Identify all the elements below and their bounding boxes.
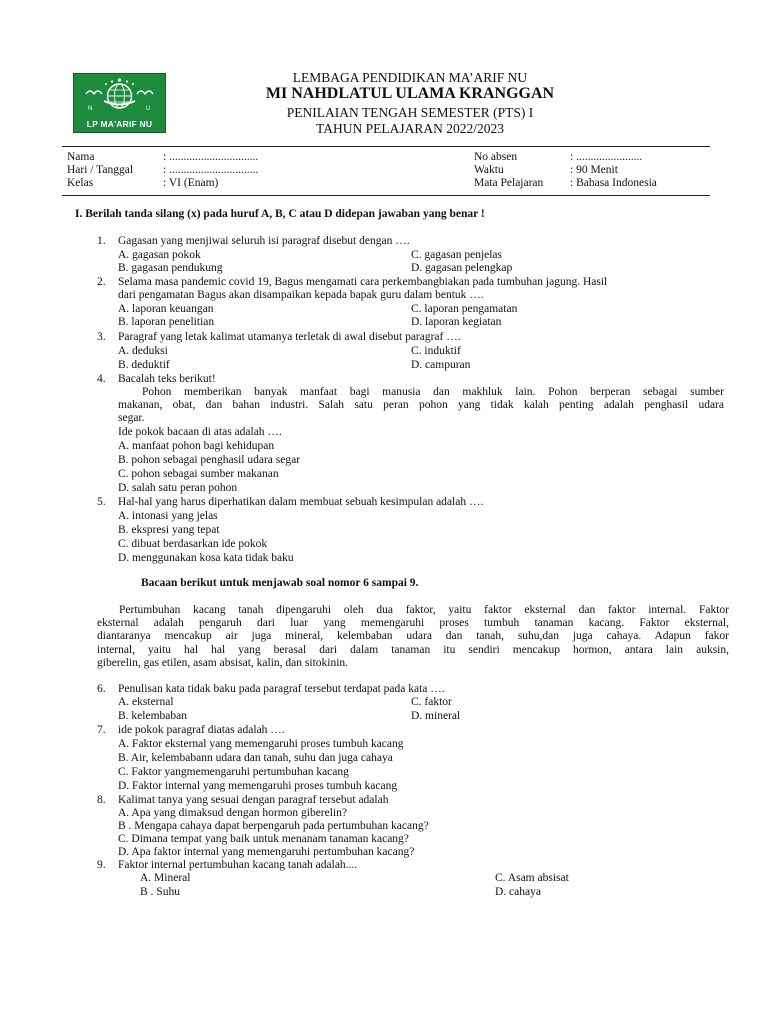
mata-pelajaran-label: Mata Pelajaran xyxy=(474,177,544,189)
passage-line: Pertumbuhan kacang tanah dipengaruhi oleh dua faktor, yaitu faktor eksternal dan faktor internal. Faktor xyxy=(119,604,729,616)
question-2-option-a[interactable]: A. laporan keuangan xyxy=(118,303,214,315)
question-5-option-b[interactable]: B. ekspresi yang tepat xyxy=(118,524,220,536)
question-number: 4. xyxy=(97,373,106,385)
nama-field[interactable]: : ............................... xyxy=(163,151,259,163)
question-number: 7. xyxy=(97,724,106,736)
question-7-text: ide pokok paragraf diatas adalah …. xyxy=(118,724,285,736)
question-7-option-b[interactable]: B. Air, kelembabann udara dan tanah, suhu dan juga cahaya xyxy=(118,752,393,764)
question-9-option-c[interactable]: C. Asam absisat xyxy=(495,872,569,884)
question-4-option-b[interactable]: B. pohon sebagai penghasil udara segar xyxy=(118,454,301,466)
passage-line: diantaranya mencakup air juga mineral, kelembaban udara dan tanah, suhu,dan juga cahaya. Adapun fakor xyxy=(97,630,729,643)
question-3-option-a[interactable]: A. deduksi xyxy=(118,345,168,357)
question-6-option-c[interactable]: C. faktor xyxy=(411,696,452,708)
section-instruction: I. Berilah tanda silang (x) pada huruf A, B, C atau D didepan jawaban yang benar ! xyxy=(75,208,485,220)
question-5-text: Hal-hal yang harus diperhatikan dalam membuat sebuah kesimpulan adalah …. xyxy=(118,496,484,508)
question-2-text-line1: Selama masa pandemic covid 19, Bagus mengamati cara perkembangbiakan pada tumbuhan jagung. Hasil xyxy=(118,276,608,288)
question-number: 5. xyxy=(97,496,106,508)
passage-line: segar. xyxy=(118,412,145,425)
logo-caption: LP MA'ARIF NU xyxy=(86,119,153,129)
question-4-option-d[interactable]: D. salah satu peran pohon xyxy=(118,482,238,494)
waktu-label: Waktu xyxy=(474,164,504,176)
question-2-text-line2: dari pengamatan Bagus akan disampaikan kepada bapak guru dalam bentuk …. xyxy=(118,289,484,301)
hari-tanggal-field[interactable]: : ............................... xyxy=(163,164,259,176)
question-7-option-d[interactable]: D. Faktor internal yang memengaruhi proses tumbuh kacang xyxy=(118,780,398,792)
question-6-text: Penulisan kata tidak baku pada paragraf tersebut terdapat pada kata …. xyxy=(118,683,445,695)
question-4-option-a[interactable]: A. manfaat pohon bagi kehidupan xyxy=(118,440,275,452)
passage-line: Pohon memberikan banyak manfaat bagi manusia dan makhluk lain. Pohon berperan sebagai sumber xyxy=(142,386,724,398)
header-divider-top xyxy=(62,146,710,147)
question-8-option-a[interactable]: A. Apa yang dimaksud dengan hormon giberelin? xyxy=(118,807,347,819)
question-4-ask: Ide pokok bacaan di atas adalah …. xyxy=(118,426,282,438)
question-number: 8. xyxy=(97,794,106,806)
reading-title: Bacaan berikut untuk menjawab soal nomor 6 sampai 9. xyxy=(141,577,419,589)
kelas-value: : VI (Enam) xyxy=(163,177,219,189)
question-7-option-a[interactable]: A. Faktor eksternal yang memengaruhi proses tumbuh kacang xyxy=(118,738,404,750)
question-number: 6. xyxy=(97,683,106,695)
question-3-option-c[interactable]: C. induktif xyxy=(411,345,461,357)
question-6-option-b[interactable]: B. kelembaban xyxy=(118,710,187,722)
kelas-label: Kelas xyxy=(67,177,94,189)
passage-line: makanan, obat, dan bahan industri. Salah satu peran pohon yang tidak kalah penting adalah penghasil udara xyxy=(118,399,724,412)
question-1-option-a[interactable]: A. gagasan pokok xyxy=(118,249,201,261)
waktu-value: : 90 Menit xyxy=(570,164,618,176)
academic-year: TAHUN PELAJARAN 2022/2023 xyxy=(316,121,504,136)
question-9-text: Faktor internal pertumbuhan kacang tanah adalah.... xyxy=(118,859,358,871)
svg-text:U: U xyxy=(146,106,151,112)
question-5-option-c[interactable]: C. dibuat berdasarkan ide pokok xyxy=(118,538,268,550)
no-absen-label: No absen xyxy=(474,151,518,163)
nama-label: Nama xyxy=(67,151,95,163)
question-9-option-b[interactable]: B . Suhu xyxy=(140,886,180,898)
question-number: 9. xyxy=(97,859,106,871)
mata-pelajaran-value: : Bahasa Indonesia xyxy=(570,177,657,189)
question-number: 2. xyxy=(97,276,106,288)
question-4-passage xyxy=(118,386,724,426)
passage-line: eksternal adalah pengaruh dari luar yang memengaruhi proses tumbuh tanaman kacang. Faktor eksternal, xyxy=(97,617,729,630)
question-number: 3. xyxy=(97,331,106,343)
passage-line: internal, yaitu hal hal yang berasal dari dalam tanaman itu sendiri mencakup hormon, antara lain auksin, xyxy=(97,643,729,656)
question-6-option-d[interactable]: D. mineral xyxy=(411,710,461,722)
svg-text:N: N xyxy=(88,106,93,112)
question-1-option-b[interactable]: B. gagasan pendukung xyxy=(118,262,223,274)
question-5-option-d[interactable]: D. menggunakan kosa kata tidak baku xyxy=(118,552,294,564)
header-divider-bottom xyxy=(62,195,710,196)
question-3-option-b[interactable]: B. deduktif xyxy=(118,359,170,371)
question-1-text: Gagasan yang menjiwai seluruh isi paragraf disebut dengan …. xyxy=(118,235,410,247)
lp-maarif-nu-logo xyxy=(73,73,166,133)
question-7-option-c[interactable]: C. Faktor yangmemengaruhi pertumbuhan kacang xyxy=(118,766,349,778)
question-8-text: Kalimat tanya yang sesuai dengan paragraf tersebut adalah xyxy=(118,794,389,806)
question-1-option-d[interactable]: D. gagasan pelengkap xyxy=(411,262,513,274)
question-6-option-a[interactable]: A. eksternal xyxy=(118,696,174,708)
question-8-option-c[interactable]: C. Dimana tempat yang baik untuk menanam tanaman kacang? xyxy=(118,833,409,845)
question-4-text: Bacalah teks berikut! xyxy=(118,373,216,385)
school-name: MI NAHDLATUL ULAMA KRANGGAN xyxy=(265,85,555,102)
question-1-option-c[interactable]: C. gagasan penjelas xyxy=(411,249,503,261)
question-5-option-a[interactable]: A. intonasi yang jelas xyxy=(118,510,218,522)
question-3-option-d[interactable]: D. campuran xyxy=(411,359,471,371)
hari-tanggal-label: Hari / Tanggal xyxy=(67,164,134,176)
question-number: 1. xyxy=(97,235,106,247)
question-2-option-d[interactable]: D. laporan kegiatan xyxy=(411,316,502,328)
institution-name: LEMBAGA PENDIDIKAN MA’ARIF NU xyxy=(292,70,528,85)
nu-globe-emblem-icon xyxy=(74,74,165,120)
question-9-option-a[interactable]: A. Mineral xyxy=(140,872,191,884)
question-8-option-d[interactable]: D. Apa faktor internal yang memengaruhi pertumbuhan kacang? xyxy=(118,846,415,858)
question-9-option-d[interactable]: D. cahaya xyxy=(495,886,541,898)
reading-passage xyxy=(97,604,729,670)
exam-title: PENILAIAN TENGAH SEMESTER (PTS) I xyxy=(286,105,534,120)
question-2-option-b[interactable]: B. laporan penelitian xyxy=(118,316,215,328)
question-4-option-c[interactable]: C. pohon sebagai sumber makanan xyxy=(118,468,279,480)
question-2-option-c[interactable]: C. laporan pengamatan xyxy=(411,303,518,315)
question-3-text: Paragraf yang letak kalimat utamanya terletak di awal disebut paragraf …. xyxy=(118,331,461,343)
no-absen-field[interactable]: : ....................... xyxy=(570,151,643,163)
passage-line: giberelin, gas etilen, asam absisat, kalin, dan sitokinin. xyxy=(97,656,349,669)
question-8-option-b[interactable]: B . Mengapa cahaya dapat berpengaruh pada pertumbuhan kacang? xyxy=(118,820,429,832)
